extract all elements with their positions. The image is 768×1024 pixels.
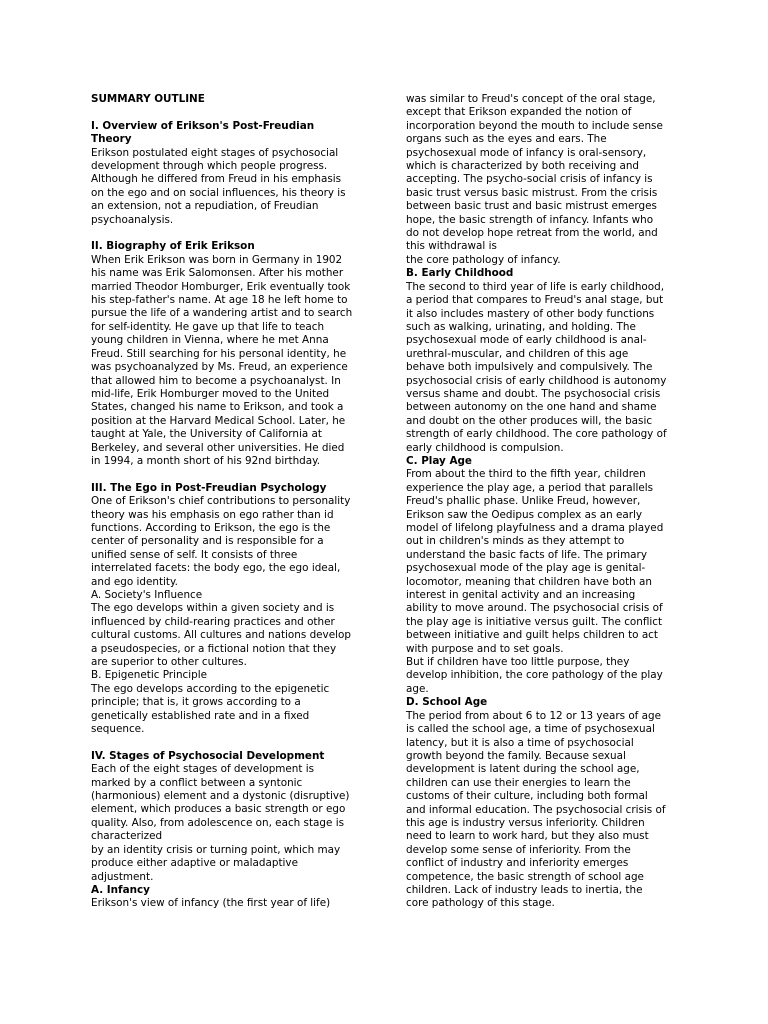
text-line: is called the school age, a time of psychosexual [406, 723, 655, 736]
text-line: it also includes mastery of other body functions [406, 307, 655, 320]
text-line: organs such as the eyes and ears. The [406, 133, 607, 146]
text-line: unified sense of self. It consists of three [91, 548, 298, 561]
text-line: for self-identity. He gave up that life to teach [91, 320, 325, 333]
text-line: mid-life, Erik Homburger moved to the United [91, 387, 330, 400]
text-line: Erikson postulated eight stages of psychosocial [91, 146, 339, 159]
text-line: But if children have too little purpose, they [406, 656, 630, 669]
text-line: growth beyond the family. Because sexual [406, 749, 626, 762]
text-line: the core pathology of infancy. [406, 253, 561, 266]
section-heading: SUMMARY OUTLINE [91, 93, 205, 105]
text-line: produce either adaptive or maladaptive [91, 857, 298, 870]
text-line: pursue the life of a wandering artist and to search [91, 307, 353, 320]
text-line: When Erik Erikson was born in Germany in 1902 [91, 253, 343, 266]
text-line: interest in genital activity and an increasing [406, 589, 636, 602]
text-line: cultural customs. All cultures and nations develop [91, 629, 351, 642]
text-line: children. Lack of industry leads to inertia, the [406, 883, 643, 896]
text-line: a period that compares to Freud's anal stage, but [406, 294, 664, 307]
text-line: and doubt on the other produces will, the basic [406, 414, 653, 427]
text-line: this withdrawal is [406, 240, 497, 253]
text-line: locomotor, meaning that children have both an [406, 575, 653, 588]
text-line: his name was Erik Salomonsen. After his mother [91, 267, 344, 280]
text-line: customs of their culture, including both formal [406, 790, 648, 803]
text-line: basic trust versus basic mistrust. From the crisis [406, 186, 658, 199]
text-line: do not develop hope retreat from the world, and [406, 227, 658, 240]
text-line: which is characterized by both receiving and [406, 160, 640, 173]
paragraph-gap [91, 736, 391, 749]
text-line: was psychoanalyzed by Ms. Freud, an experience [91, 361, 348, 374]
text-line: young children in Vienna, where he met Anna [91, 334, 329, 347]
text-line: genetically established rate and in a fixed [91, 709, 310, 722]
paragraph-gap [91, 106, 391, 119]
text-line: an extension, not a repudiation, of Freudian [91, 200, 319, 213]
text-line: urethral-muscular, and children of this age [406, 347, 629, 360]
text-line: out in children's minds as they attempt to [406, 535, 625, 548]
text-line: and ego identity. [91, 575, 178, 588]
text-line: States, changed his name to Erikson, and took a [91, 401, 344, 414]
text-line: Although he differed from Freud in his emphasis [91, 173, 342, 186]
text-line: model of lifelong playfulness and a drama played [406, 522, 664, 534]
text-line: by an identity crisis or turning point, which may [91, 843, 341, 856]
section-heading: C. Play Age [406, 454, 472, 467]
section-heading: A. Infancy [91, 883, 150, 896]
right-text-column [406, 93, 678, 911]
text-line: influenced by child-rearing practices and other [91, 615, 335, 628]
text-line: psychosexual mode of early childhood is anal- [406, 334, 647, 347]
text-line: latency, but it is also a time of psychosocial [406, 736, 634, 749]
text-line: The period from about 6 to 12 or 13 years of age [406, 709, 661, 722]
text-line: theory was his emphasis on ego rather than id [91, 508, 334, 521]
text-line: was similar to Freud's concept of the oral stage, [406, 93, 656, 105]
text-line: psychosocial crisis of early childhood is autonomy [406, 374, 667, 387]
text-line: functions. According to Erikson, the ego is the [91, 521, 331, 534]
text-line: accepting. The psycho-social crisis of infancy is [406, 173, 653, 186]
text-line: understand the basic facts of life. The primary [406, 548, 647, 561]
text-line: versus shame and doubt. The psychosocial crisis [406, 387, 661, 400]
text-line: The ego develops according to the epigenetic [91, 682, 330, 695]
text-line: adjustment. [91, 870, 154, 883]
paragraph-gap [91, 468, 391, 481]
text-line: psychosexual mode of infancy is oral-sensory, [406, 146, 647, 159]
text-line: The ego develops within a given society and is [91, 602, 335, 615]
text-line: (harmonious) element and a dystonic (disruptive) [91, 790, 350, 803]
text-line: Erikson saw the Oedipus complex as an early [406, 508, 643, 521]
text-line: development is latent during the school age, [406, 763, 640, 776]
text-line: married Theodor Homburger, Erik eventually took [91, 280, 351, 293]
text-line: such as walking, urinating, and holding. The [406, 320, 636, 333]
section-heading: I. Overview of Erikson's Post-Freudian [91, 119, 315, 132]
text-line: with purpose and to set goals. [406, 642, 564, 655]
text-line: develop some sense of inferiority. From the [406, 843, 631, 856]
text-line: From about the third to the fifth year, children [406, 468, 646, 481]
text-line: sequence. [91, 723, 145, 736]
section-heading: Theory [91, 133, 132, 146]
text-line: hope, the basic strength of infancy. Infants who [406, 213, 654, 226]
text-line: incorporation beyond the mouth to include sense [406, 119, 663, 132]
text-line: in 1994, a month short of his 92nd birthday. [91, 454, 321, 467]
text-line: develop inhibition, the core pathology of the play [406, 669, 663, 682]
text-line: between basic trust and basic mistrust emerges [406, 200, 657, 213]
text-line: A. Society's Influence [91, 588, 203, 601]
text-line: Erikson's view of infancy (the first year of life) [91, 897, 331, 910]
text-line: are superior to other cultures. [91, 656, 247, 669]
text-line: One of Erikson's chief contributions to personality [91, 495, 351, 508]
section-heading: IV. Stages of Psychosocial Development [91, 749, 325, 762]
text-line: except that Erikson expanded the notion of [406, 106, 632, 119]
text-line: psychosexual mode of the play age is genital- [406, 562, 646, 575]
text-line: need to learn to work hard, but they also must [406, 830, 649, 843]
text-line: Each of the eight stages of development is [91, 763, 315, 776]
text-line: The second to third year of life is early childhood, [406, 280, 665, 293]
text-line: principle; that is, it grows according to a [91, 696, 301, 709]
text-line: on the ego and on social influences, his theory is [91, 186, 346, 199]
text-line: core pathology of this stage. [406, 897, 555, 910]
text-line: characterized [91, 830, 163, 843]
left-text-column [91, 93, 391, 911]
section-heading: III. The Ego in Post-Freudian Psychology [91, 481, 327, 494]
text-line: psychoanalysis. [91, 213, 174, 226]
text-line: children can use their energies to learn the [406, 776, 631, 789]
section-heading: D. School Age [406, 696, 488, 709]
text-line: marked by a conflict between a syntonic [91, 776, 303, 789]
text-line: Freud's phallic phase. Unlike Freud, however, [406, 495, 641, 508]
text-line: experience the play age, a period that parallels [406, 481, 654, 494]
text-line: early childhood is compulsion. [406, 441, 564, 454]
section-heading: B. Early Childhood [406, 267, 514, 280]
text-line: B. Epigenetic Principle [91, 669, 208, 682]
text-line: this age is industry versus inferiority. Children [406, 816, 645, 829]
text-line: age. [406, 682, 429, 695]
text-line: Berkeley, and several other universities. He died [91, 441, 345, 454]
text-line: his step-father's name. At age 18 he left home to [91, 294, 348, 307]
text-line: interrelated facets: the body ego, the ego ideal, [91, 562, 341, 575]
text-line: the play age is initiative versus guilt. The conflict [406, 615, 663, 628]
text-line: conflict of industry and inferiority emerges [406, 857, 629, 870]
text-line: taught at Yale, the University of California at [91, 428, 322, 441]
text-line: and informal education. The psychosocial crisis of [406, 803, 666, 816]
section-heading: II. Biography of Erik Erikson [91, 240, 255, 253]
text-line: Freud. Still searching for his personal identity, he [91, 347, 347, 360]
text-line: quality. Also, from adolescence on, each stage is [91, 816, 344, 829]
text-line: between autonomy on the one hand and shame [406, 401, 657, 414]
text-line: development through which people progress. [91, 160, 328, 173]
text-line: ability to move around. The psychosocial crisis of [406, 602, 663, 615]
text-line: competence, the basic strength of school age [406, 870, 644, 883]
text-line: strength of early childhood. The core pathology of [406, 428, 667, 441]
paragraph-gap [91, 227, 391, 240]
text-line: position at the Harvard Medical School. Later, he [91, 414, 346, 427]
text-line: element, which produces a basic strength or ego [91, 803, 346, 816]
text-line: behave both impulsively and compulsively. The [406, 361, 653, 374]
text-line: that allowed him to become a psychoanalyst. In [91, 374, 341, 387]
text-line: a pseudospecies, or a fictional notion that they [91, 642, 337, 655]
text-line: between initiative and guilt helps children to act [406, 629, 658, 642]
text-line: center of personality and is responsible for a [91, 535, 324, 548]
